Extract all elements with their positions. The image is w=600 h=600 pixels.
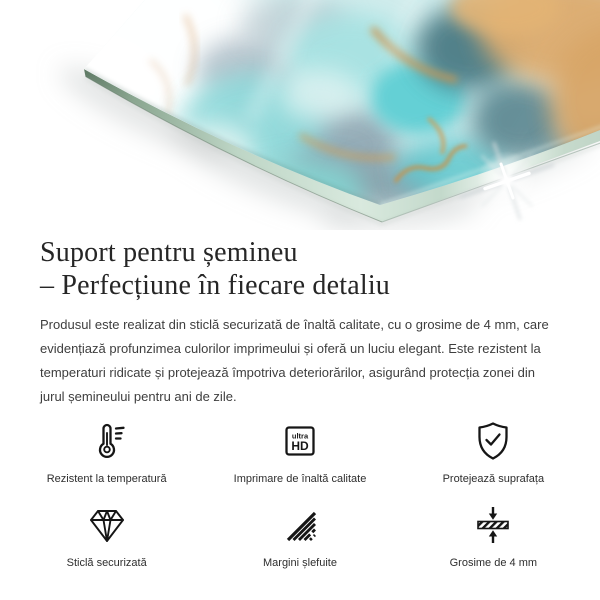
page-title-line1: Suport pentru șemineu xyxy=(40,237,298,268)
ultra-hd-icon xyxy=(278,419,322,463)
feature-tempered-glass xyxy=(10,503,203,569)
feature-label: Protejează suprafața xyxy=(442,473,545,486)
product-photo xyxy=(0,0,600,230)
feature-protects-surface xyxy=(397,419,590,485)
product-description: Produsul este realizat din sticlă securizată de înaltă calitate, cu o grosime de 4 mm, care evidențiază profunzimea culorilor imprimeului și oferă un luciu elegant. Este rezistent la temperaturi ridicate și protejează împotriva deteriorărilor, asigurând protecția zonei din jurul șemineului pentru ani de zile. xyxy=(40,317,549,405)
diamond-icon xyxy=(85,503,129,547)
feature-thickness xyxy=(397,503,590,569)
feature-print-quality xyxy=(203,419,396,485)
features-grid xyxy=(0,419,600,569)
shield-check-icon xyxy=(471,419,515,463)
ultra-text: ultra xyxy=(291,431,309,441)
feature-label: Margini șlefuite xyxy=(263,557,337,570)
hero-section xyxy=(0,0,600,230)
feature-label: Imprimare de înaltă calitate xyxy=(233,473,367,486)
content-section xyxy=(0,236,600,409)
page-title-line2: – Perfecțiune în fiecare detaliu xyxy=(40,270,391,302)
feature-label: Rezistent la temperatură xyxy=(46,473,167,486)
hd-text: HD xyxy=(291,439,309,454)
polished-edges-icon xyxy=(278,503,322,547)
feature-polished-edges xyxy=(203,503,396,569)
feature-label: Sticlă securizată xyxy=(66,557,147,570)
thickness-icon xyxy=(471,503,515,547)
thermometer-icon xyxy=(85,419,129,463)
feature-label: Grosime de 4 mm xyxy=(449,557,538,570)
feature-temperature xyxy=(10,419,203,485)
page-title xyxy=(40,236,560,302)
